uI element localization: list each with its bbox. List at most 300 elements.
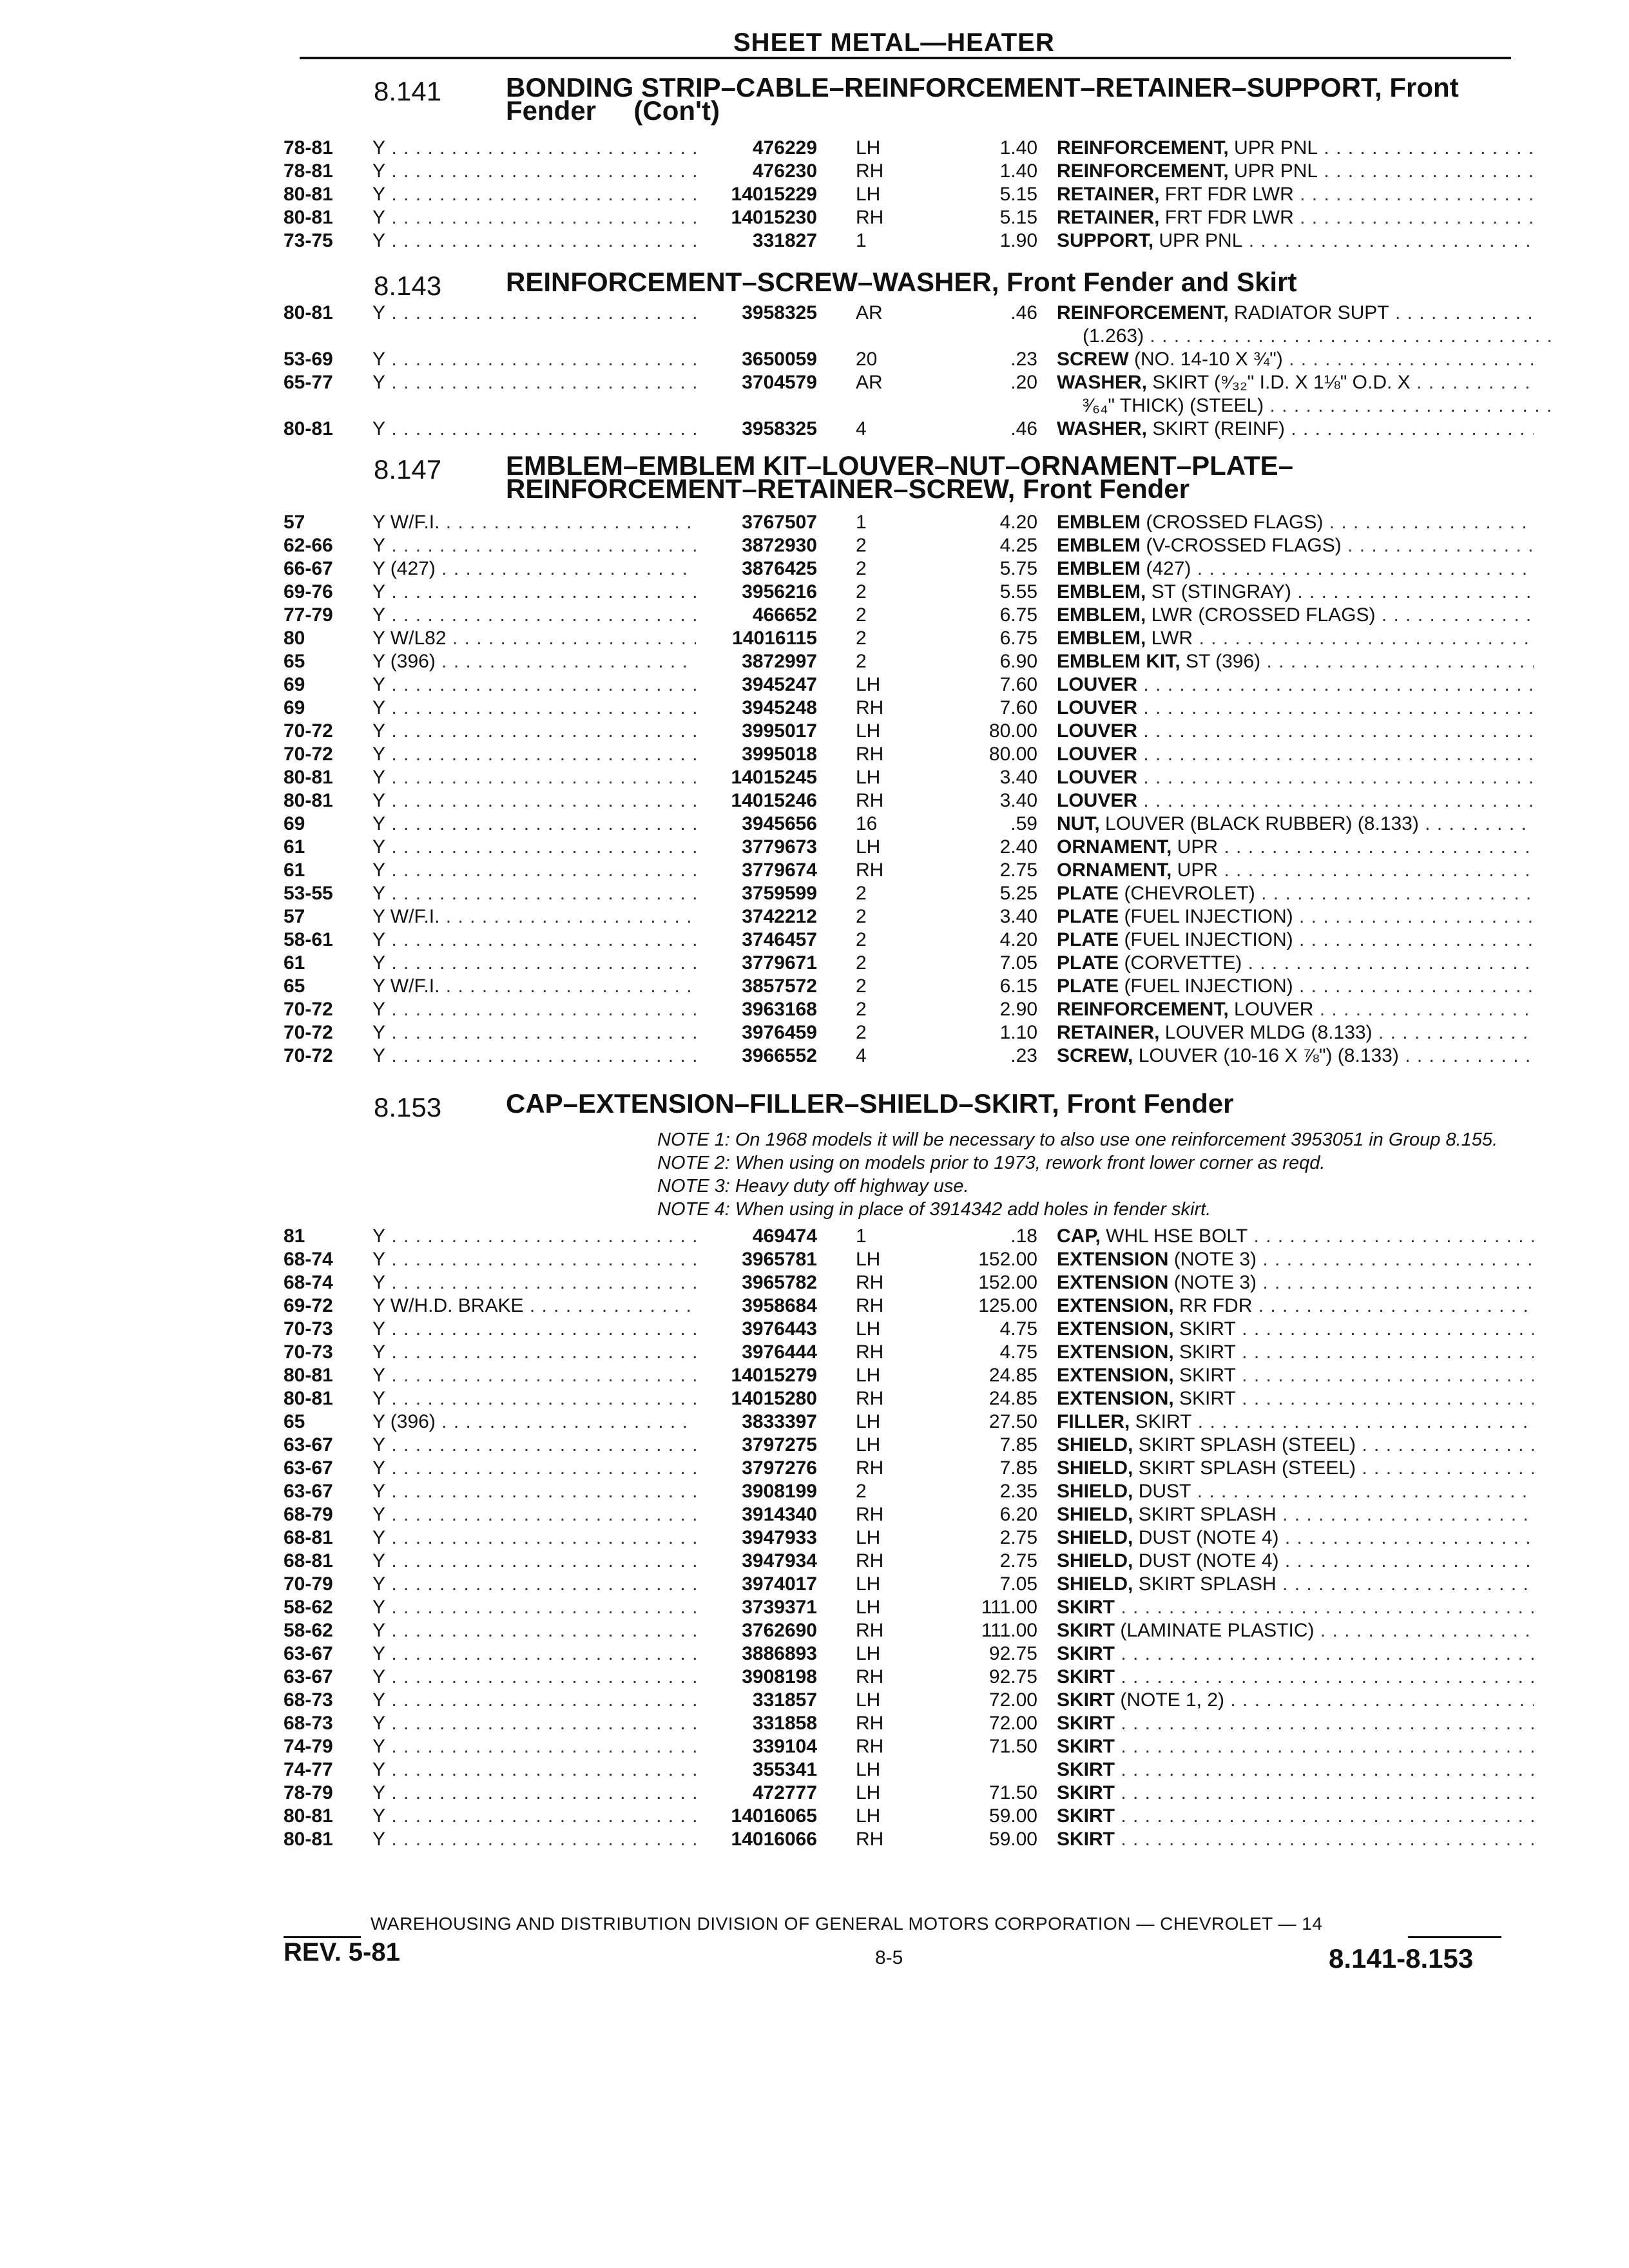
quantity: 2 [856,604,867,626]
usage-code: Y . . . [372,1735,733,1758]
table-row [284,720,1534,743]
description-name: SHIELD, [1057,1457,1133,1479]
part-number: 3958325 [696,302,817,325]
table-row [284,1021,1534,1044]
section-number: 8.143 [374,271,442,301]
description [1057,952,1534,975]
price: 59.00 [988,1829,1037,1850]
description [1057,1642,1534,1666]
usage-code: Y . . . [372,1642,733,1666]
description-name: LOUVER [1057,674,1138,695]
description-name: SHIELD, [1057,1434,1133,1456]
usage-code: Y . . . [372,1782,733,1805]
quantity: 2 [856,651,867,672]
table-row [284,859,1534,882]
description [1057,650,1534,673]
description [1057,1271,1534,1294]
usage-code: Y . . . [372,836,733,859]
model-years: 78-81 [284,160,333,182]
description-name: EXTENSION, [1057,1295,1174,1316]
quantity: 2 [856,906,867,927]
quantity: LH [856,1805,881,1827]
part-number: 3966552 [696,1044,817,1068]
description [1057,1619,1534,1642]
quantity: LH [856,1643,881,1664]
model-years: 63-67 [284,1457,333,1479]
table-row [284,905,1534,928]
quantity: RH [856,697,884,718]
table-row [284,1596,1534,1619]
price: 92.75 [988,1643,1037,1664]
description [1057,604,1534,627]
quantity: 1 [856,512,867,533]
price: 1.10 [999,1022,1037,1043]
model-years: 65 [284,651,305,672]
model-years: 80-81 [284,1805,333,1827]
table-row [284,557,1534,581]
description-detail: UPR [1171,860,1219,881]
price: .46 [1010,418,1037,439]
model-years: 70-73 [284,1341,333,1363]
table-row [284,1526,1534,1550]
description-name: FILLER, [1057,1411,1130,1432]
description-name: REINFORCEMENT, [1057,302,1229,323]
model-years: 69 [284,813,305,834]
model-years: 80-81 [284,302,333,323]
table-row [284,1689,1534,1712]
usage-code: Y . . . [372,1526,733,1550]
usage-code: Y (396) . . . [372,1410,733,1434]
part-number: 3886893 [696,1642,817,1666]
description-name: SHIELD, [1057,1527,1133,1548]
description-name: PLATE [1057,952,1119,974]
description-name: EMBLEM, [1057,604,1146,626]
description-name: ORNAMENT, [1057,836,1172,858]
description [1057,1666,1534,1689]
part-number: 466652 [696,604,817,627]
part-number: 3746457 [696,928,817,952]
description [1057,627,1534,650]
part-number: 3965781 [696,1248,817,1271]
quantity: RH [856,1504,884,1525]
model-years: 61 [284,836,305,858]
part-number: 3704579 [696,371,817,394]
model-years: 69 [284,697,305,718]
table-row [284,743,1534,766]
part-number: 3945247 [696,673,817,697]
part-number: 469474 [696,1225,817,1248]
description [1057,1387,1534,1410]
part-number: 14016065 [696,1805,817,1828]
model-years: 66-67 [284,558,333,579]
quantity: LH [856,1434,881,1456]
table-row [284,229,1534,253]
part-number: 3908198 [696,1666,817,1689]
part-number: 14016066 [696,1828,817,1851]
price: 71.50 [988,1782,1037,1803]
description-detail: UPR PNL [1228,137,1318,159]
description-detail: WHL HSE BOLT [1100,1225,1248,1247]
description-name: ORNAMENT, [1057,860,1172,881]
model-years: 63-67 [284,1643,333,1664]
usage-code: Y . . . [372,673,733,697]
model-years: 58-61 [284,929,333,950]
price: 6.15 [999,975,1037,997]
section-title-line-1: EMBLEM–EMBLEM KIT–LOUVER–NUT–ORNAMENT–PLATE– [506,450,1293,481]
description-detail: (NOTE 3) [1168,1249,1257,1270]
quantity: AR [856,302,883,323]
description [1057,1689,1534,1712]
description-name: EMBLEM [1057,512,1141,533]
price: .20 [1010,372,1037,393]
model-years: 80-81 [284,184,333,205]
part-number: 355341 [696,1758,817,1782]
model-years: 69 [284,674,305,695]
usage-code: Y . . . [372,1364,733,1387]
quantity: 2 [856,929,867,950]
description [1057,581,1534,604]
price: 4.75 [999,1341,1037,1363]
usage-code: Y . . . [372,882,733,905]
model-years: 74-77 [284,1759,333,1780]
usage-code: Y . . . [372,1503,733,1526]
model-years: 80-81 [284,1388,333,1409]
quantity: RH [856,860,884,881]
usage-code: Y . . . [372,206,733,229]
price: 4.25 [999,535,1037,556]
quantity: LH [856,1782,881,1803]
description [1083,325,1559,348]
part-number: 3779671 [696,952,817,975]
part-number: 3759599 [696,882,817,905]
table-row [284,1550,1534,1573]
note-4: NOTE 4: When using in place of 3914342 add holes in fender skirt. [657,1199,1211,1220]
description-name: EXTENSION, [1057,1318,1174,1340]
table-row [284,1503,1534,1526]
quantity: 2 [856,628,867,649]
description-detail: UPR [1171,836,1219,858]
table-row [284,1410,1534,1434]
quantity: 20 [856,349,878,370]
usage-code: Y . . . [372,1457,733,1480]
price: 2.75 [999,1550,1037,1571]
description [1057,183,1534,206]
usage-code: Y . . . [372,604,733,627]
part-number: 14015230 [696,206,817,229]
description [1057,1364,1534,1387]
quantity: RH [856,207,884,228]
description-name: SKIRT [1057,1713,1115,1734]
quantity: RH [856,1713,884,1734]
table-row [284,1387,1534,1410]
quantity: RH [856,1736,884,1757]
quantity: RH [856,1341,884,1363]
table-row [284,952,1534,975]
usage-code: Y . . . [372,1341,733,1364]
usage-code: Y . . . [372,302,733,325]
part-number: 3762690 [696,1619,817,1642]
description [1057,302,1534,325]
description-detail: SKIRT SPLASH (STEEL) [1133,1457,1356,1479]
price: 27.50 [988,1411,1037,1432]
quantity: LH [856,1573,881,1595]
price: 3.40 [999,906,1037,927]
part-number: 14016115 [696,627,817,650]
part-number: 3976444 [696,1341,817,1364]
model-years: 65-77 [284,372,333,393]
usage-code: Y . . . [372,1712,733,1735]
description-detail: SKIRT SPLASH [1133,1504,1277,1525]
table-row [284,812,1534,836]
usage-code: Y . . . [372,1550,733,1573]
model-years: 68-74 [284,1272,333,1293]
description-name: PLATE [1057,883,1119,904]
description-name: SKIRT [1057,1597,1115,1618]
model-years: 68-81 [284,1527,333,1548]
price: 6.75 [999,628,1037,649]
price: 7.85 [999,1457,1037,1479]
section-number: 8.141 [374,76,442,106]
description-detail: SKIRT [1173,1365,1236,1386]
usage-code: Y . . . [372,1248,733,1271]
usage-code: Y . . . [372,1805,733,1828]
usage-code: Y . . . [372,1318,733,1341]
price: 152.00 [978,1249,1037,1270]
description [1057,1318,1534,1341]
section-title [506,1088,1629,1119]
part-number: 472777 [696,1782,817,1805]
table-row [284,1573,1534,1596]
section-notes [657,1128,1629,1221]
model-years: 81 [284,1225,305,1247]
description-name: SCREW, [1057,1045,1133,1066]
note-1: NOTE 1: On 1968 models it will be necessary to also use one reinforcement 3953051 in Group 8.155. [657,1129,1498,1150]
part-number: 3947933 [696,1526,817,1550]
price: .23 [1010,1045,1037,1066]
table-row [284,1805,1534,1828]
table-row [284,160,1534,183]
price: 1.40 [999,137,1037,159]
model-years: 80-81 [284,418,333,439]
price: 5.75 [999,558,1037,579]
part-number: 3914340 [696,1503,817,1526]
quantity: RH [856,744,884,765]
description-name: SKIRT [1057,1643,1115,1664]
part-number: 331827 [696,229,817,253]
model-years: 68-73 [284,1689,333,1711]
description [1057,673,1534,697]
description-detail: ST (STINGRAY) [1146,581,1291,602]
description [1057,1225,1534,1248]
table-row [284,928,1534,952]
footer-division: WAREHOUSING AND DISTRIBUTION DIVISION OF GENERAL MOTORS CORPORATION — CHEVROLET — 14 [371,1914,1323,1934]
quantity: LH [856,184,881,205]
table-row [284,998,1534,1021]
usage-code: Y . . . [372,534,733,557]
description-name: SKIRT [1057,1829,1115,1850]
part-number: 3995018 [696,743,817,766]
price: 2.90 [999,999,1037,1020]
description-detail: RADIATOR SUPT [1228,302,1389,323]
description [1057,511,1534,534]
quantity: LH [856,720,881,742]
usage-code: Y . . . [372,1271,733,1294]
description-name: CAP, [1057,1225,1101,1247]
table-row [284,137,1534,160]
description-name: SKIRT [1057,1736,1115,1757]
quantity: 2 [856,999,867,1020]
description-name: REINFORCEMENT, [1057,137,1229,159]
usage-code: Y . . . [372,183,733,206]
description [1057,812,1534,836]
usage-code: Y (427) . . . [372,557,733,581]
description-name: PLATE [1057,929,1119,950]
part-number: 3650059 [696,348,817,371]
model-years: 61 [284,860,305,881]
usage-code: Y . . . [372,229,733,253]
table-row [284,650,1534,673]
description [1057,1550,1534,1573]
model-years: 70-72 [284,1045,333,1066]
price: .46 [1010,302,1037,323]
quantity: RH [856,1457,884,1479]
description-detail: FRT FDR LWR [1159,184,1294,205]
price: 6.20 [999,1504,1037,1525]
description [1057,1294,1534,1318]
usage-code: Y . . . [372,1689,733,1712]
table-row [284,1480,1534,1503]
description-detail: SKIRT [1173,1318,1236,1340]
part-number: 3797275 [696,1434,817,1457]
usage-code: Y . . . [372,1044,733,1068]
description-name: SHIELD, [1057,1573,1133,1595]
page-header-title: SHEET METAL—HEATER [733,28,1055,57]
parts-table [284,302,1534,441]
description [1057,418,1534,441]
quantity: LH [856,1411,881,1432]
part-number: 3872930 [696,534,817,557]
description [1057,789,1534,812]
description-name: EXTENSION, [1057,1388,1174,1409]
usage-code: Y . . . [372,952,733,975]
price: 111.00 [981,1597,1037,1618]
description-name: WASHER, [1057,418,1148,439]
section-title-suffix: (Con't) [633,95,720,126]
description-name: EMBLEM [1057,558,1141,579]
table-row [284,1735,1534,1758]
description [1057,1735,1534,1758]
price: .18 [1010,1225,1037,1247]
model-years: 68-79 [284,1504,333,1525]
description-detail: DUST [1133,1481,1191,1502]
price: 59.00 [988,1805,1037,1827]
quantity: 2 [856,975,867,997]
description [1057,557,1534,581]
price: 7.85 [999,1434,1037,1456]
price: 80.00 [988,744,1037,765]
model-years: 63-67 [284,1434,333,1456]
table-row [284,1457,1534,1480]
description [1057,1805,1534,1828]
usage-code: Y . . . [372,998,733,1021]
model-years: 61 [284,952,305,974]
price: .23 [1010,349,1037,370]
table-row [284,1782,1534,1805]
usage-code: Y . . . [372,581,733,604]
price: 24.85 [988,1365,1037,1386]
part-number: 14015246 [696,789,817,812]
model-years: 78-81 [284,137,333,159]
model-years: 80-81 [284,207,333,228]
description-detail: DUST (NOTE 4) [1133,1527,1279,1548]
table-row [284,1225,1534,1248]
table-row [284,673,1534,697]
model-years: 80-81 [284,790,333,811]
price: 3.40 [999,790,1037,811]
model-years: 68-81 [284,1550,333,1571]
table-row [284,1044,1534,1068]
quantity: RH [856,1666,884,1687]
description [1057,975,1534,998]
usage-code: Y . . . [372,859,733,882]
quantity: RH [856,790,884,811]
description [1057,743,1534,766]
price: 5.15 [999,184,1037,205]
quantity: LH [856,1318,881,1340]
quantity: LH [856,1689,881,1711]
description-detail: LOUVER MLDG (8.133) [1159,1022,1373,1043]
price: 7.05 [999,952,1037,974]
description [1057,998,1534,1021]
description-name: EXTENSION, [1057,1365,1174,1386]
table-row [284,975,1534,998]
quantity: 2 [856,952,867,974]
quantity: RH [856,1295,884,1316]
description [1057,836,1534,859]
description [1057,928,1534,952]
section-title-line-1: CAP–EXTENSION–FILLER–SHIELD–SKIRT, Front Fender [506,1088,1234,1119]
price: 2.35 [999,1481,1037,1502]
quantity: 2 [856,883,867,904]
quantity: RH [856,1620,884,1641]
table-row [284,534,1534,557]
quantity: AR [856,372,883,393]
usage-code: Y W/L82 . . . [372,627,733,650]
usage-code: Y W/F.I. . . . [372,975,733,998]
description-detail: SKIRT (REINF) [1147,418,1285,439]
description [1057,534,1534,557]
description [1057,1341,1534,1364]
quantity: 2 [856,1022,867,1043]
description-detail: (FUEL INJECTION) [1119,975,1293,997]
model-years: 80-81 [284,1365,333,1386]
description-detail: ³⁄₆₄" THICK) (STEEL) [1083,395,1264,416]
part-number: 3945656 [696,812,817,836]
usage-code: Y . . . [372,1573,733,1596]
model-years: 57 [284,906,305,927]
part-number: 14015229 [696,183,817,206]
part-number: 3956216 [696,581,817,604]
description-detail: (CORVETTE) [1119,952,1242,974]
description-name: REINFORCEMENT, [1057,160,1229,182]
description-name: RETAINER, [1057,1022,1160,1043]
model-years: 63-67 [284,1666,333,1687]
table-row [284,1712,1534,1735]
table-row [284,418,1534,441]
description [1057,1526,1534,1550]
description [1057,1410,1534,1434]
price: 4.20 [999,929,1037,950]
